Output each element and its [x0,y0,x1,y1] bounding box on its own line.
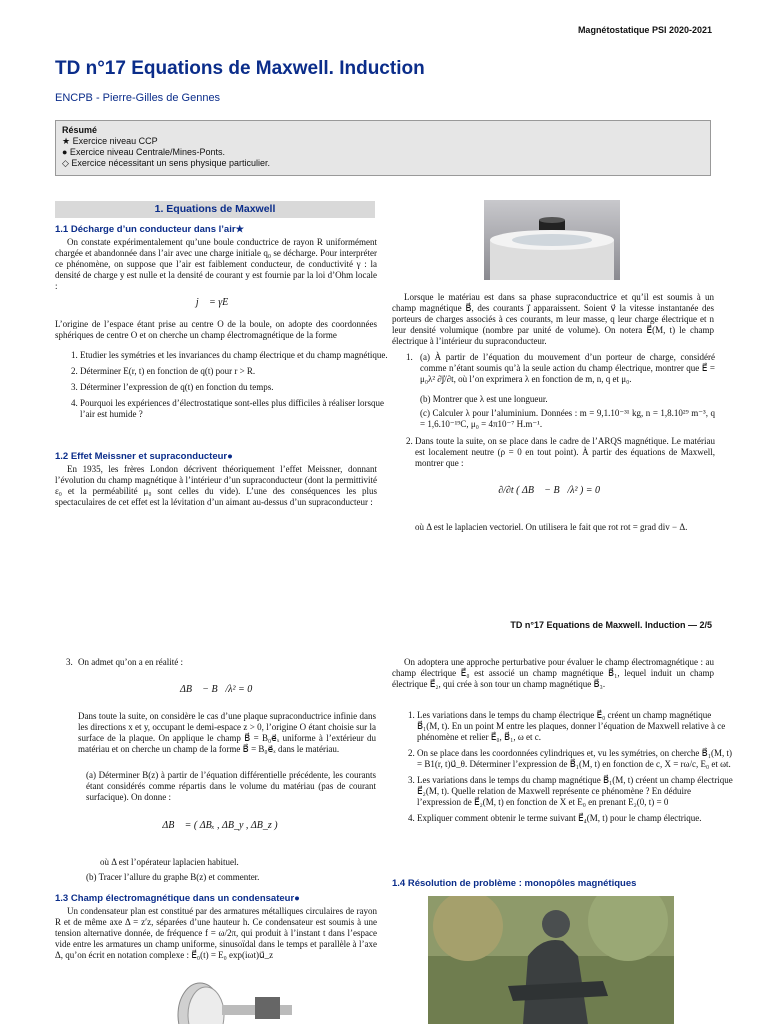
equation: ΔB⃗ = ( ΔBₓ , ΔB_y , ΔB_z ) [162,820,278,831]
paragraph: où Δ est l’opérateur laplacien habituel. [100,857,239,867]
resume-title: Résumé [62,125,98,135]
section-heading: 1. Equations de Maxwell [55,201,375,218]
question-item: 4. Pourquoi les expériences d’électrostatique sont-elles plus difficiles à réaliser lorsque l’air est humide ? [80,398,390,420]
question-item: Dans toute la suite, on se place dans le cadre de l’ARQS magnétique. Le matériau est localement neutre (ρ = 0 en tout point). À partir des équations de Maxwell, montrer que : [415,436,715,468]
question-item: (b) Montrer que λ est une longueur. [420,394,548,404]
paragraph: On adoptera une approche perturbative pour évaluer le champ électromagnétique : au champ électrique E⃗₀ est associé un champ magnétique B⃗₁, lequel induit un champ électrique E⃗₂, qui crée à son tour un champ magnétique B⃗₃. [392,657,714,689]
school-name: ENCPB - Pierre-Gilles de Gennes [55,92,221,104]
equation: ∂/∂t ( ΔB⃗ − B⃗/λ² ) = 0⃗ [498,485,608,496]
question-item: 4. Expliquer comment obtenir le terme suivant E⃗₄(M, t) pour le champ électrique. [417,813,735,824]
question-item: 3. Déterminer l’expression de q(t) en fonction du temps. [80,382,390,393]
page-title: TD n°17 Equations de Maxwell. Induction [55,58,425,79]
question-item: 1. Les variations dans le temps du champ électrique E⃗₀ créent un champ magnétique B⃗₁(M, t). En un point M entre les plaques, donner l’équation de Maxwell relative à ce phénomène et relier E⃗₀, B⃗₁, ω et c. [417,710,735,743]
page-header: TD n°17 Equations de Maxwell. Induction — 2/5 [510,620,712,630]
paragraph: Lorsque le matériau est dans sa phase supraconductrice et qu’il est soumis à un champ magnétique B⃗, des courants j⃗ apparaissent. Soient v⃗ la vitesse instantanée des porteurs de charges associés à ces courants, m leur masse, q leur charge électrique et n leur densité volumique (nombre par unité de volume). On notera E⃗(M, t) le champ électrique à l’intérieur du supraconducteur. [392,292,714,346]
subsection-title: 1.2 Effet Meissner et supraconducteur● [55,451,233,462]
question-number: 2. [406,436,413,446]
paragraph: On constate expérimentalement qu’une boule conductrice de rayon R uniformément chargée et abandonnée dans l’air avec une charge initiale q₀ se décharge. Pour interpréter ce phénomène, on suppose que l’air est faiblement conducteur, de conductivité γ : la densité de charge y est nulle et la densité de courant y est fournie par la loi d’Ohm locale : [55,237,377,291]
resume-box [55,120,711,176]
question-item: 1. Etudier les symétries et les invariances du champ électrique et du champ magnétique. [80,350,390,361]
question-list [60,350,390,425]
paragraph: L’origine de l’espace étant prise au centre O de la boule, on adopte des coordonnées sphériques de centre O et on cherche un champ électromagnétique de la forme [55,319,377,340]
resume-item: ● Exercice niveau Centrale/Mines-Ponts. [62,147,226,157]
question-item: 3. Les variations dans le temps du champ magnétique B⃗₁(M, t) créent un champ électrique E⃗₂(M, t). Quelle relation de Maxwell représente ce phénomène ? En déduire l’expression de E⃗₂(M, t) en fonction de X et E₀ en prenant E₂(0, t) = 0 [417,775,735,808]
course-header: Magnétostatique PSI 2020-2021 [577,25,712,35]
subsection-title: 1.3 Champ électromagnétique dans un condensateur● [55,893,300,904]
paragraph: où Δ est le laplacien vectoriel. On utilisera le fait que rot rot = grad div − Δ. [415,522,688,532]
question-list [397,710,735,829]
statue-photo [428,896,674,1024]
paragraph: Un condensateur plan est constitué par des armatures métalliques circulaires de rayon R et de même axe Δ = z′z, séparées d’une hauteur h. Ce condensateur est soumis à une tension alternative donnée, de fréquence f = ω/2π, qui produit à l’instant t dans l’espace vide entre les armatures un champ uniforme, sinusoïdal dans le temps et parallèle à l’axe Δ, qu’on écrit en notation complexe : E⃗₀(t) = E₀ exp(iωt)u⃗_z [55,906,377,960]
equation: j⃗ = γE⃗ [195,297,237,308]
question-number: 3. [66,657,73,667]
resume-item: ★ Exercice niveau CCP [62,136,158,146]
question-item: On admet qu’on a en réalité : [78,657,183,667]
resume-item: ◇ Exercice nécessitant un sens physique particulier. [62,158,271,168]
paragraph: En 1935, les frères London décrivent théoriquement l’effet Meissner, donnant l’évolution du champ magnétique à l’intérieur d’un supraconducteur (dont la permittivité ε₀ et la perméabilité μ₀ sont celles du vide). L’une des conséquences les plus spectaculaires de cet effet est la lévitation d’un aimant au-dessus d’un supraconducteur : [55,464,377,507]
question-item: (a) À partir de l’équation du mouvement d’un porteur de charge, considéré comme n’étant soumis qu’à la seule action du champ électrique, montrer que E⃗ = μ₀λ² ∂j⃗/∂t, où l’on exprimera λ en fonction de m, n, q et μ₀. [420,352,715,384]
subsection-title: 1.4 Résolution de problème : monopôles magnétiques [392,878,637,889]
subsection-title: 1.1 Décharge d’un conducteur dans l’air★ [55,224,245,235]
question-item: 2. Déterminer E(r, t) en fonction de q(t) pour r > R. [80,366,390,377]
question-number: 1. [406,352,413,362]
paragraph: Dans toute la suite, on considère le cas d’une plaque supraconductrice infinie dans les directions x et y, occupant le demi-espace z > 0, l’origine O étant choisie sur la surface de la plaque. On applique le champ B⃗ = B₀e⃗ₓ uniforme à l’extérieur du matériau et on cherche un champ de la forme B⃗ = B₀e⃗ₓ dans le matériau. [78,711,376,754]
question-item: (a) Déterminer B(z) à partir de l’équation différentielle précédente, les courants étant considérés comme répartis dans le volume du matériau (pas de courant surfacique). On donne : [86,770,376,802]
equation: ΔB⃗ − B⃗/λ² = 0⃗ [179,684,261,695]
question-item: 2. On se place dans les coordonnées cylindriques et, vu les symétries, on cherche B⃗₁(M, t) = B1(r, t)u⃗_θ. Déterminer l’expression de B⃗₁(M, t) en fonction de c, X = rω/c, E₀ et ωt. [417,748,735,770]
question-item: (b) Tracer l’allure du graphe B(z) et commenter. [86,872,260,882]
capacitor-photo [160,975,310,1024]
levitation-photo [484,200,620,280]
question-item: (c) Calculer λ pour l’aluminium. Données : m = 9,1.10⁻³¹ kg, n = 1,8.10²⁹ m⁻³, q = 1,6.10⁻¹⁹C, μ₀ = 4π10⁻⁷ H.m⁻¹. [420,408,715,429]
